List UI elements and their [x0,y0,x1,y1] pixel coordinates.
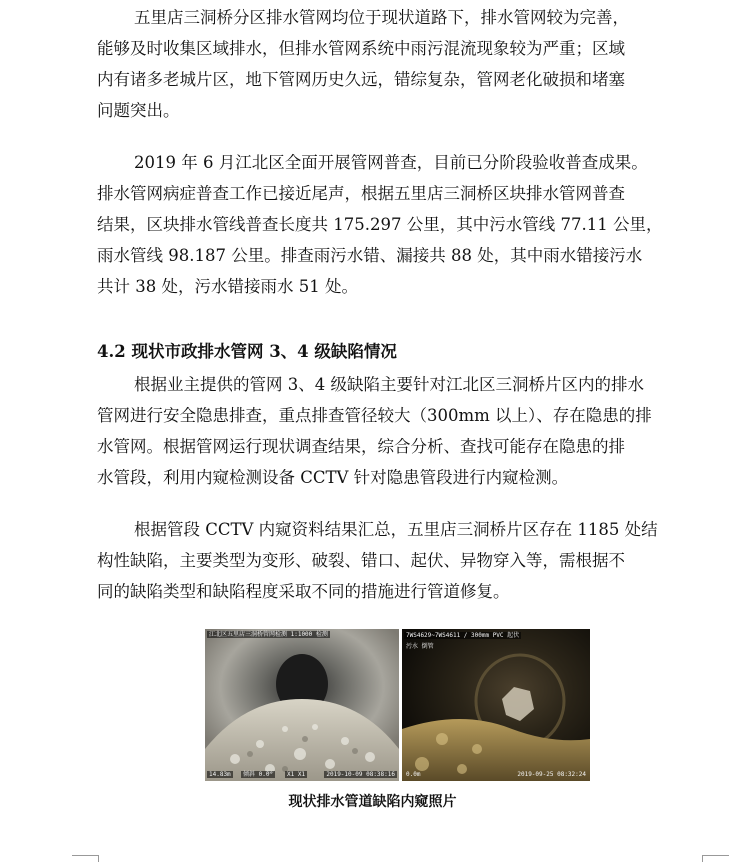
text-line: 构性缺陷，主要类型为变形、破裂、错口、起伏、异物穿入等，需根据不 [97,551,625,570]
pipe-interior-image [205,629,399,781]
paragraph-4 [97,514,703,607]
photo-timestamp-overlay: 2019-10-09 08:38:16 [326,771,395,778]
photo-timestamp-overlay: 2019-09-25 08:32:24 [517,771,586,778]
text-line: 能够及时收集区域排水，但排水管网系统中雨污混流现象较为严重；区域 [97,39,625,58]
paragraph-1 [97,2,703,126]
text-line: 2019 年 6 月江北区全面开展管网普查，目前已分阶段验收普查成果。 [134,153,648,172]
text-line: 根据业主提供的管网 3、4 级缺陷主要针对江北区三洞桥片区内的排水 [134,375,644,394]
text-line: 水管网。根据管网运行现状调查结果，综合分析、查找可能存在隐患的排 [97,437,625,456]
text-line: 结果，区块排水管线普查长度共 175.297 公里，其中污水管线 77.11 公里， [97,215,663,234]
text-line: 水管段，利用内窥检测设备 CCTV 针对隐患管段进行内窥检测。 [97,468,569,487]
pipe-photo-2 [402,629,590,781]
text-line: 排水管网病症普查工作已接近尾声，根据五里店三洞桥区块排水管网普查 [97,184,625,203]
photo-subheader-overlay: 污水 倒管 [406,643,434,650]
paragraph-2 [97,147,703,302]
photo-row [205,629,590,781]
text-line: 问题突出。 [97,101,180,120]
text-line: 根据管段 CCTV 内窥资料结果汇总，五里店三洞桥片区存在 1185 处结 [134,520,658,539]
text-line: 五里店三洞桥分区排水管网均位于现状道路下，排水管网较为完善， [134,8,629,27]
section-heading: 4.2 现状市政排水管网 3、4 级缺陷情况 [97,342,397,361]
photo-distance-overlay: 0.0m [406,771,421,778]
pipe-interior-image [402,629,590,781]
paragraph-3 [97,369,703,493]
photo-header-overlay: 江北区五里店三洞桥管网检测 1:1000 检测 [209,631,328,638]
photo-zoom-overlay: X1 X1 [287,771,306,778]
pipe-photo-1 [205,629,399,781]
photo-distance-overlay: 14.83m [209,771,231,778]
text-line: 管网进行安全隐患排查，重点排查管径较大（300mm 以上）、存在隐患的排 [97,406,652,425]
figure-caption: 现状排水管道缺陷内窥照片 [288,794,457,810]
text-line: 同的缺陷类型和缺陷程度采取不同的措施进行管道修复。 [97,582,510,601]
photo-header-overlay: 7WS4629~7WS4611 / 300mm PVC 起伏 [406,632,520,639]
photo-angle-overlay: 倾斜 0.0° [243,771,274,778]
text-line: 内有诸多老城片区，地下管网历史久远，错综复杂，管网老化破损和堵塞 [97,70,625,89]
text-line: 共计 38 处，污水错接雨水 51 处。 [97,277,358,296]
text-line: 雨水管线 98.187 公里。排查雨污水错、漏接共 88 处，其中雨水错接污水 [97,246,643,265]
